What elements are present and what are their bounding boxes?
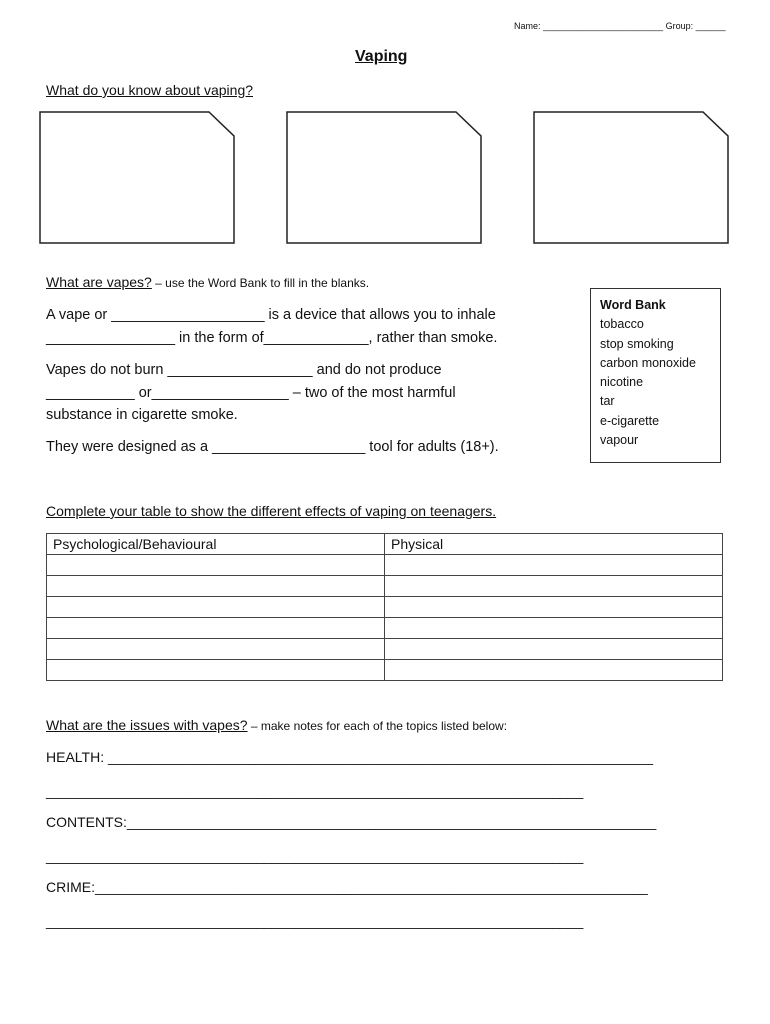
- effects-table: [46, 533, 723, 681]
- header-psychological: Psychological/Behavioural: [47, 534, 385, 555]
- answer-box-3[interactable]: [532, 110, 732, 246]
- table-cell[interactable]: [385, 639, 723, 660]
- issues-question: What are the issues with vapes?: [46, 717, 248, 733]
- what-are-vapes-heading: [46, 274, 369, 292]
- table-question: Complete your table to show the different effects of vaping on teenagers.: [46, 503, 497, 519]
- word-bank: [590, 288, 721, 463]
- table-cell[interactable]: [385, 660, 723, 681]
- word-bank-item: tar: [600, 394, 615, 409]
- word-bank-item: vapour: [600, 433, 639, 448]
- table-header-row: [47, 534, 723, 555]
- table-row: [47, 618, 723, 639]
- table-cell[interactable]: [47, 555, 385, 576]
- issues-heading: [46, 717, 507, 735]
- table-cell[interactable]: [47, 576, 385, 597]
- word-bank-item: e-cigarette: [600, 413, 660, 428]
- table-row: [47, 639, 723, 660]
- table-row: [47, 576, 723, 597]
- paragraph2-line3: substance in cigarette smoke.: [46, 407, 238, 423]
- paragraph1-line2: ________________ in the form of_____________, rather than smoke.: [46, 330, 498, 346]
- table-cell[interactable]: [47, 618, 385, 639]
- contents-continuation-line[interactable]: _____________________________________________________________________: [46, 848, 584, 864]
- page-title: Vaping: [355, 48, 408, 65]
- issues-instruction: – make notes for each of the topics listed below:: [247, 719, 508, 733]
- what-are-vapes-instruction: – use the Word Bank to fill in the blanks.: [151, 276, 370, 290]
- table-cell[interactable]: [385, 618, 723, 639]
- word-bank-item: carbon monoxide: [600, 355, 696, 370]
- answer-box-2[interactable]: [285, 110, 485, 246]
- what-are-vapes-question: What are vapes?: [46, 274, 152, 290]
- paragraph3: They were designed as a ___________________ tool for adults (18+).: [46, 439, 499, 455]
- crime-continuation-line[interactable]: _____________________________________________________________________: [46, 913, 584, 929]
- table-cell[interactable]: [47, 597, 385, 618]
- paragraph1-line1: A vape or ___________________ is a device that allows you to inhale: [46, 307, 496, 323]
- table-cell[interactable]: [385, 597, 723, 618]
- table-row: [47, 597, 723, 618]
- answer-box-1[interactable]: [38, 110, 238, 246]
- table-cell[interactable]: [47, 639, 385, 660]
- table-row: [47, 555, 723, 576]
- name-group-line: Name: ________________________ Group: ______: [514, 21, 726, 31]
- table-cell[interactable]: [47, 660, 385, 681]
- table-cell[interactable]: [385, 555, 723, 576]
- word-bank-title: Word Bank: [600, 298, 666, 312]
- header-physical: Physical: [385, 534, 723, 555]
- question-what-do-you-know: What do you know about vaping?: [46, 82, 254, 98]
- word-bank-item: tobacco: [600, 317, 644, 332]
- health-line[interactable]: HEALTH: ______________________________________________________________________: [46, 749, 654, 765]
- health-continuation-line[interactable]: _____________________________________________________________________: [46, 783, 584, 799]
- paragraph2-line2: ___________ or_________________ – two of the most harmful: [46, 385, 456, 401]
- word-bank-item: stop smoking: [600, 336, 674, 351]
- table-row: [47, 660, 723, 681]
- table-cell[interactable]: [385, 576, 723, 597]
- word-bank-item: nicotine: [600, 375, 644, 390]
- crime-line[interactable]: CRIME:_______________________________________________________________________: [46, 879, 648, 895]
- paragraph2-line1: Vapes do not burn __________________ and do not produce: [46, 362, 442, 378]
- contents-line[interactable]: CONTENTS:____________________________________________________________________: [46, 814, 657, 830]
